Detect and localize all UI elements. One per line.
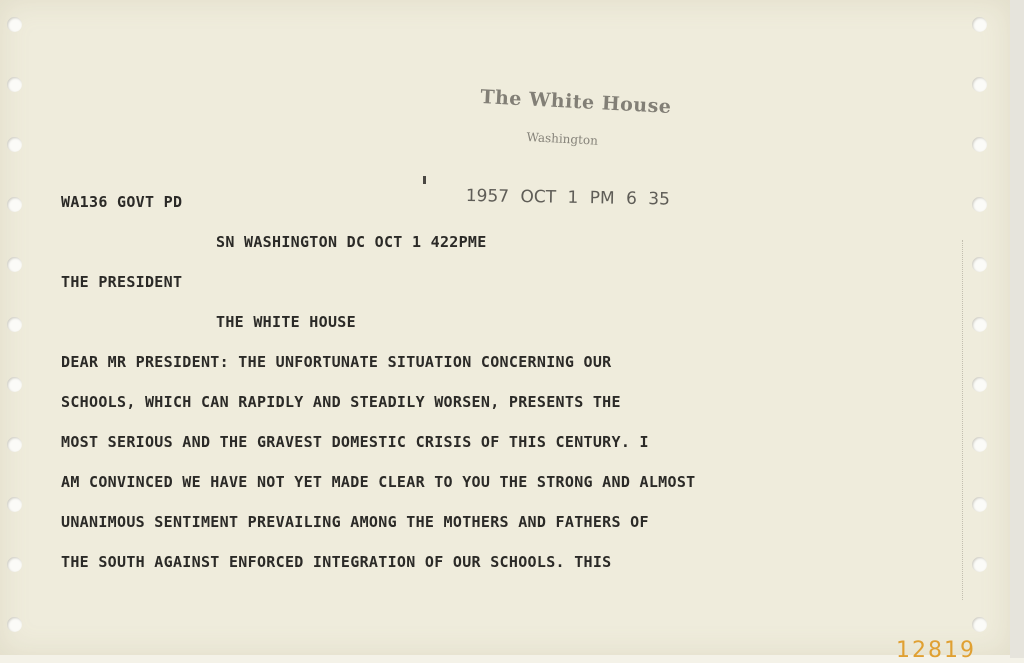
perforation-hole xyxy=(972,617,987,632)
perforation-hole xyxy=(972,17,987,32)
perforation-hole xyxy=(972,137,987,152)
perforation-hole xyxy=(7,257,22,272)
perforation-hole xyxy=(972,377,987,392)
perforation-hole xyxy=(7,77,22,92)
header-code: WA136 GOVT PD xyxy=(61,193,183,211)
perforation-hole xyxy=(972,437,987,452)
perforation-hole xyxy=(972,77,987,92)
body-line: AM CONVINCED WE HAVE NOT YET MADE CLEAR TO YOU THE STRONG AND ALMOST xyxy=(61,473,696,491)
perforation-hole xyxy=(7,617,22,632)
scan-edge-strip xyxy=(1010,0,1024,658)
document-number: 12819 xyxy=(896,638,976,663)
perforation-hole xyxy=(7,437,22,452)
perforation-hole xyxy=(7,17,22,32)
perforation-hole xyxy=(972,197,987,212)
addressee: THE PRESIDENT xyxy=(61,273,183,291)
body-line: MOST SERIOUS AND THE GRAVEST DOMESTIC CRISIS OF THIS CENTURY. I xyxy=(61,433,649,451)
perforation-hole xyxy=(972,257,987,272)
received-time-stamp: 1957 OCT 1 PM 6 35 xyxy=(465,186,671,210)
address: THE WHITE HOUSE xyxy=(216,313,356,331)
perforation-hole xyxy=(972,317,987,332)
perforation-hole xyxy=(972,557,987,572)
margin-printer-text xyxy=(962,240,971,600)
body-line: THE SOUTH AGAINST ENFORCED INTEGRATION OF OUR SCHOOLS. THIS xyxy=(61,553,612,571)
perforation-hole xyxy=(7,557,22,572)
perforation-hole xyxy=(7,317,22,332)
body-line: UNANIMOUS SENTIMENT PREVAILING AMONG THE MOTHERS AND FATHERS OF xyxy=(61,513,649,531)
perforation-hole xyxy=(7,197,22,212)
body-line: SCHOOLS, WHICH CAN RAPIDLY AND STEADILY WORSEN, PRESENTS THE xyxy=(61,393,621,411)
origin-line: SN WASHINGTON DC OCT 1 422PME xyxy=(216,233,487,251)
letterhead-title: The White House xyxy=(479,86,672,118)
perforation-hole xyxy=(7,497,22,512)
letterhead-subtitle: Washington xyxy=(526,130,599,148)
stamp-mark xyxy=(423,176,426,184)
body-line: DEAR MR PRESIDENT: THE UNFORTUNATE SITUATION CONCERNING OUR xyxy=(61,353,612,371)
perforation-hole xyxy=(972,497,987,512)
perforation-hole xyxy=(7,137,22,152)
perforation-hole xyxy=(7,377,22,392)
